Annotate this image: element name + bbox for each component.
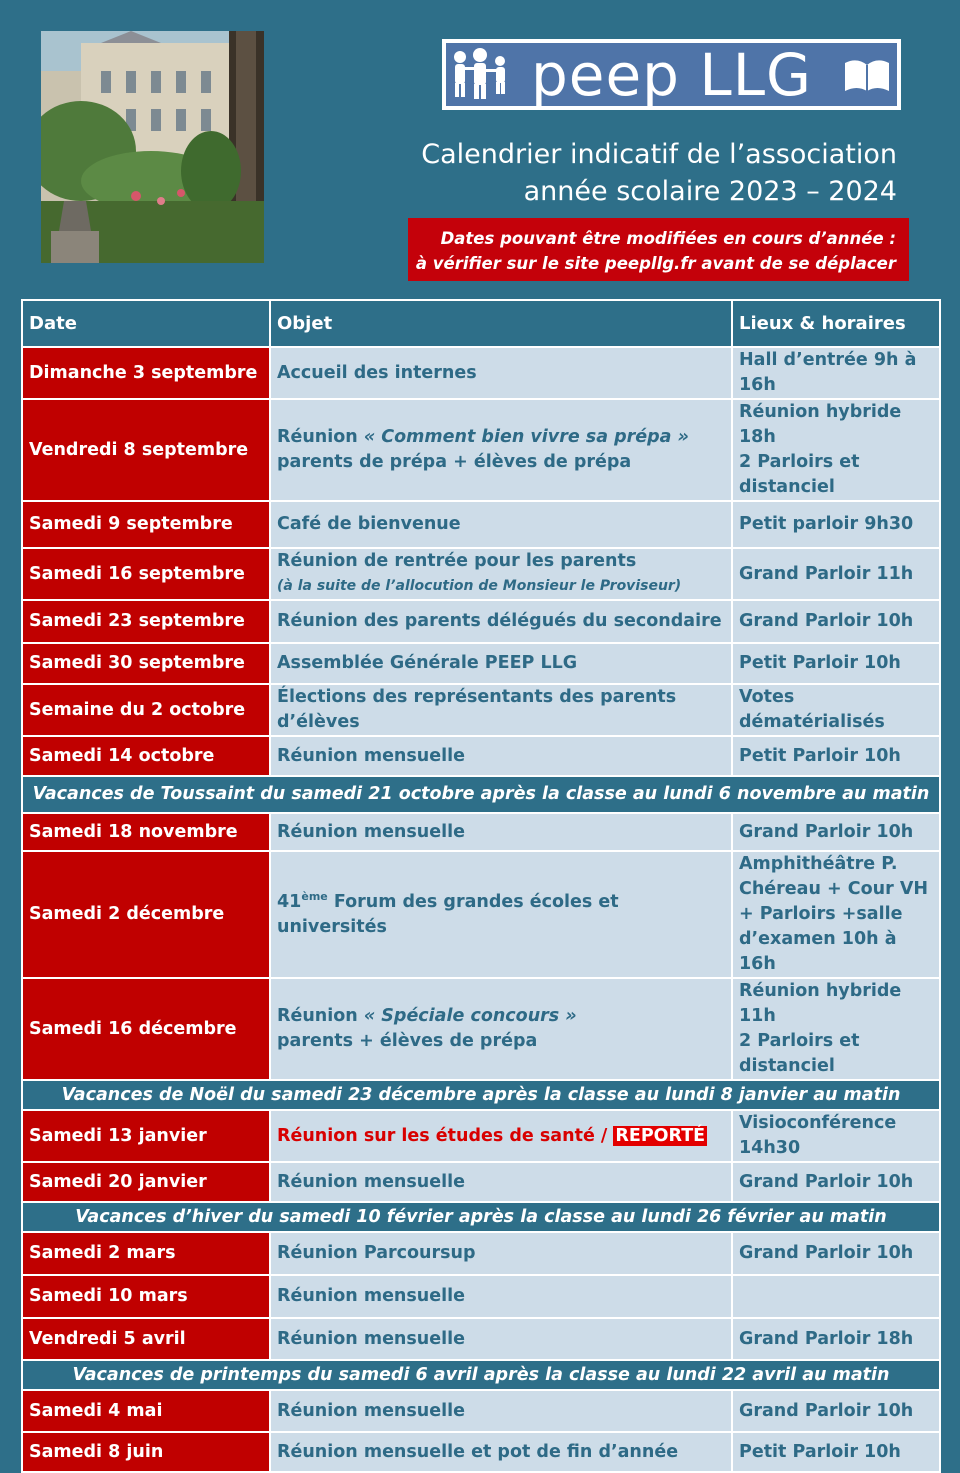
lieu-line-2: 2 Parloirs et distanciel: [739, 452, 860, 497]
row-objet: [270, 399, 732, 501]
logo-text: peep LLG: [530, 40, 812, 109]
row-objet: Réunion des parents délégués du secondaire: [270, 600, 732, 643]
table-row: [22, 643, 940, 684]
row-objet: Assemblée Générale PEEP LLG: [270, 643, 732, 684]
warning-box: [408, 218, 909, 281]
table-row: [22, 813, 940, 851]
header-objet: Objet: [270, 300, 732, 347]
table-row: [22, 1162, 940, 1202]
row-lieu: [732, 978, 940, 1080]
lieu-line-1: Réunion hybride 18h: [739, 402, 902, 447]
objet-line-2: parents + élèves de prépa: [277, 1031, 538, 1051]
row-date: Samedi 20 janvier: [22, 1162, 270, 1202]
row-lieu: Hall d’entrée 9h à 16h: [732, 347, 940, 399]
row-objet: Accueil des internes: [270, 347, 732, 399]
row-date: Samedi 14 octobre: [22, 736, 270, 776]
table-row: [22, 1110, 940, 1162]
row-date: Semaine du 2 octobre: [22, 684, 270, 736]
table-row: [22, 1275, 940, 1318]
row-lieu: Grand Parloir 10h: [732, 813, 940, 851]
row-objet: Réunion mensuelle: [270, 1275, 732, 1318]
page-title: [421, 136, 897, 210]
school-photo: [41, 31, 264, 263]
objet-italic: « Comment bien vivre sa prépa »: [363, 427, 689, 447]
reporte-badge: REPORTÉ: [615, 1125, 706, 1146]
row-date: Samedi 4 mai: [22, 1390, 270, 1432]
lieu-line-1: Réunion hybride 11h: [739, 981, 902, 1026]
row-lieu: Grand Parloir 10h: [732, 600, 940, 643]
objet-superscript: ème: [301, 889, 328, 903]
objet-rest: Forum des grandes écoles et universités: [277, 891, 619, 937]
row-objet: [270, 548, 732, 600]
row-objet: [270, 851, 732, 978]
row-lieu: Grand Parloir 18h: [732, 1318, 940, 1360]
vacation-row: [22, 1080, 940, 1110]
vacation-row: [22, 1360, 940, 1390]
row-date: Vendredi 8 septembre: [22, 399, 270, 501]
table-row: [22, 1232, 940, 1275]
objet-line-2: (à la suite de l’allocution de Monsieur le Proviseur): [277, 578, 682, 594]
row-date: Samedi 18 novembre: [22, 813, 270, 851]
objet-prefix: Réunion: [277, 1006, 364, 1026]
row-date: Samedi 8 juin: [22, 1432, 270, 1472]
vacation-row: [22, 776, 940, 813]
title-line-2: année scolaire 2023 – 2024: [523, 176, 897, 207]
row-date: Samedi 13 janvier: [22, 1110, 270, 1162]
row-objet: Réunion Parcoursup: [270, 1232, 732, 1275]
row-lieu: Grand Parloir 11h: [732, 548, 940, 600]
calendar-table: [21, 299, 941, 1473]
table-row: [22, 684, 940, 736]
row-lieu: Grand Parloir 10h: [732, 1390, 940, 1432]
objet-line-2: parents de prépa + élèves de prépa: [277, 452, 632, 472]
row-date: Samedi 2 décembre: [22, 851, 270, 978]
table-row: [22, 501, 940, 548]
warning-line-2: à vérifier sur le site peepllg.fr avant de se déplacer: [415, 254, 896, 273]
row-date: Samedi 30 septembre: [22, 643, 270, 684]
objet-line-1: Réunion de rentrée pour les parents: [277, 551, 637, 571]
table-row: [22, 399, 940, 501]
table-row: [22, 851, 940, 978]
vacation-text: Vacances de printemps du samedi 6 avril après la classe au lundi 22 avril au matin: [22, 1360, 940, 1390]
row-objet: Réunion mensuelle: [270, 736, 732, 776]
objet-prefix: Réunion: [277, 427, 364, 447]
vacation-text: Vacances d’hiver du samedi 10 février après la classe au lundi 26 février au matin: [22, 1202, 940, 1232]
row-lieu: Petit parloir 9h30: [732, 501, 940, 548]
row-date: Samedi 23 septembre: [22, 600, 270, 643]
warning-line-1: Dates pouvant être modifiées en cours d’année :: [440, 229, 896, 248]
row-lieu: Amphithéâtre P. Chéreau + Cour VH + Parloirs +salle d’examen 10h à 16h: [732, 851, 940, 978]
row-lieu: [732, 1275, 940, 1318]
table-row: [22, 548, 940, 600]
row-lieu: Petit Parloir 10h: [732, 736, 940, 776]
row-date: Samedi 10 mars: [22, 1275, 270, 1318]
row-objet: Élections des représentants des parents d’élèves: [270, 684, 732, 736]
objet-number: 41: [277, 891, 302, 912]
row-objet: [270, 1110, 732, 1162]
row-objet: Réunion mensuelle: [270, 813, 732, 851]
row-lieu: Grand Parloir 10h: [732, 1162, 940, 1202]
family-icon: [448, 45, 518, 100]
row-lieu: Grand Parloir 10h: [732, 1232, 940, 1275]
row-objet: Réunion mensuelle: [270, 1162, 732, 1202]
row-objet: [270, 978, 732, 1080]
header-lieux: Lieux & horaires: [732, 300, 940, 347]
row-objet: Réunion mensuelle: [270, 1390, 732, 1432]
objet-italic: « Spéciale concours »: [363, 1006, 577, 1026]
book-icon: [841, 55, 893, 95]
row-lieu: Petit Parloir 10h: [732, 643, 940, 684]
row-lieu: Visioconférence 14h30: [732, 1110, 940, 1162]
vacation-text: Vacances de Noël du samedi 23 décembre après la classe au lundi 8 janvier au matin: [22, 1080, 940, 1110]
table-row: [22, 600, 940, 643]
row-lieu: Votes dématérialisés: [732, 684, 940, 736]
row-lieu: Petit Parloir 10h: [732, 1432, 940, 1472]
row-lieu: [732, 399, 940, 501]
vacation-row: [22, 1202, 940, 1232]
row-date: Dimanche 3 septembre: [22, 347, 270, 399]
lieu-line-2: 2 Parloirs et distanciel: [739, 1031, 860, 1076]
peep-llg-logo: [442, 39, 901, 110]
header-date: Date: [22, 300, 270, 347]
row-date: Samedi 2 mars: [22, 1232, 270, 1275]
row-date: Vendredi 5 avril: [22, 1318, 270, 1360]
row-objet: Réunion mensuelle: [270, 1318, 732, 1360]
table-row: [22, 1390, 940, 1432]
row-objet: Réunion mensuelle et pot de fin d’année: [270, 1432, 732, 1472]
table-row: [22, 347, 940, 399]
table-row: [22, 1318, 940, 1360]
table-row: [22, 736, 940, 776]
row-date: Samedi 9 septembre: [22, 501, 270, 548]
vacation-text: Vacances de Toussaint du samedi 21 octobre après la classe au lundi 6 novembre au matin: [22, 776, 940, 813]
table-header-row: [22, 300, 940, 347]
row-date: Samedi 16 décembre: [22, 978, 270, 1080]
table-row: [22, 1432, 940, 1472]
objet-text: Réunion sur les études de santé /: [277, 1125, 614, 1146]
row-date: Samedi 16 septembre: [22, 548, 270, 600]
row-objet: Café de bienvenue: [270, 501, 732, 548]
table-row: [22, 978, 940, 1080]
title-line-1: Calendrier indicatif de l’association: [421, 139, 897, 170]
